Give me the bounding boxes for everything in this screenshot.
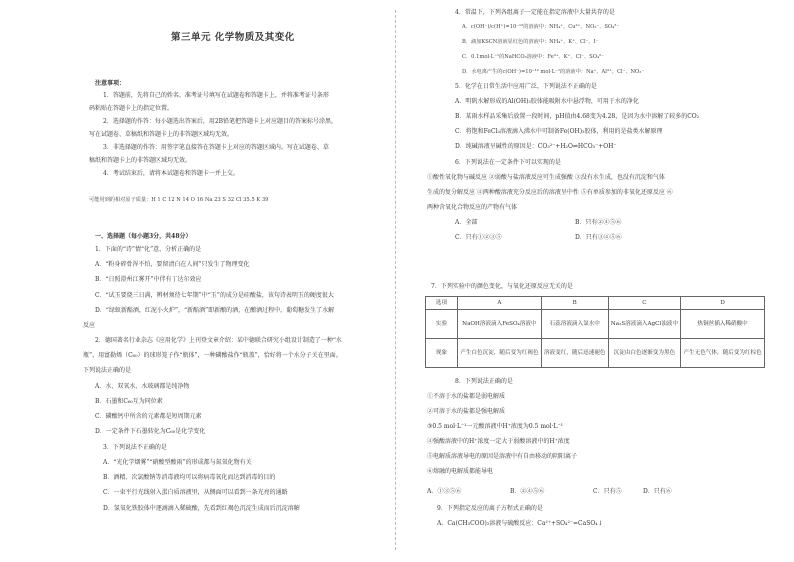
option-line: C．一束平行光线射入蛋白质溶液里，从侧面可以看到一条光亮的通路: [103, 489, 288, 496]
table-header-cell: 选项: [426, 297, 458, 310]
question-stem: 2．德国著名行业杂志《应用化学》上刊登文章介绍：某中德联合研究小组设计制造了一种“水: [95, 337, 342, 344]
option-line: D．水电离产生的c(OH⁻)=10⁻¹² mol·L⁻¹的溶液中：Na⁺、Al³⁺、Cl⁻、NO₃⁻: [462, 69, 645, 75]
page-title: 第三单元 化学物质及其变化: [171, 32, 295, 43]
option-a: A．全部: [455, 219, 478, 226]
option-line: C．0.1mol·L⁻¹的NaHCO₃溶液中：Fe³⁺、K⁺、Cl⁻、SO₄²⁻: [462, 54, 604, 60]
statement-line: ①酸性氧化物与碱反应 ②弱酸与盐溶液反应可生成强酸 ③没有水生成，也没有沉淀和气体: [427, 174, 665, 181]
statement-line: 两种含氧化合物反应的产物有气体: [427, 204, 518, 211]
table-cell: 溶液变红，随后迅速褪色: [541, 339, 608, 368]
table-row-label: 实验: [426, 310, 458, 339]
option-line: D．纯碱溶液呈碱性的原因是：CO₃²⁻+H₂O⇌HCO₃⁻+OH⁻: [455, 143, 617, 150]
option-line: D．氢氧化铁胶体中逐滴滴入稀硫酸，先看到红褐色沉淀生成而后沉淀溶解: [103, 505, 300, 512]
question-stem: 1．下面的“诗”情“化”意，分析正确的是: [95, 246, 202, 253]
option-line: D．“绿蚁新醅酒，红泥小火炉”，“新醅酒”即新酿的酒，在酿酒过程中，葡萄糖发生了水解: [95, 307, 335, 314]
section-heading: 一、选择题（每小题3分，共48分）: [95, 233, 192, 240]
notice-line: 3．非选择题的作答：用签字笔直接答在答题卡上对应的答题区域内。写在试题卷、草: [103, 144, 329, 151]
statement-line: 生成的复分解反应 ④两种酸溶液充分反应后的溶液呈中性 ⑤有单质参加的非氧化还原反应 ⑥: [427, 189, 673, 196]
table-header-cell: B: [541, 297, 608, 310]
option-d: D．只有③④⑤⑥: [575, 234, 622, 241]
table-row: [426, 339, 765, 368]
option-line: B．酒精、次氯酸钠等消毒液均可以将病毒氧化而达到消毒的目的: [103, 474, 276, 481]
table-header-cell: C: [608, 297, 681, 310]
statement-line: ⑥熔融的电解质都能导电: [427, 468, 494, 475]
notice-line: 写在试题卷、草稿纸和答题卡上的非答题区域均无效。: [89, 131, 234, 138]
statement-line: ②可溶于水的盐都是强电解质: [427, 408, 506, 415]
table-cell: NaOH溶液滴入FeSO₄溶液中: [458, 310, 542, 339]
question-stem: 9．下列指定反应的离子方程式正确的是: [437, 505, 543, 512]
option-line: C．磷酸钙中所含的元素都是短周期元素: [95, 413, 202, 420]
table-cell: Na₂S溶液滴入AgCl浊液中: [608, 310, 681, 339]
question-stem: 瓶”，用富勒烯（C₆₀）的球形笼子作“瓶体”，一种磷酸盐作“瓶盖”，恰好将一个水分子关在里面。: [83, 352, 342, 359]
notice-heading: 注意事项：: [95, 80, 126, 87]
option-d: D．只有⑥: [643, 488, 672, 495]
option-line: A．Ca(CH₃COO)₂溶液与硫酸反应：Ca²⁺+SO₄²⁻=CaSO₄↓: [437, 520, 603, 527]
table-cell: 沉淀由白色逐渐变为黑色: [608, 339, 681, 368]
statement-line: ⑤电解质溶液导电的原因是溶液中有自由移动的阴阳离子: [427, 453, 578, 460]
table-row: [426, 310, 765, 339]
option-line: B．某雨水样品采集后放置一段时间，pH值由4.68变为4.28，是因为水中溶解了较多的CO₂: [455, 113, 700, 120]
experiment-table: [425, 296, 765, 368]
option-line: B．石墨和C₆₀互为同位素: [95, 398, 163, 405]
statement-line: ③0.5 mol·L⁻¹一元酸溶液中H⁺浓度为0.5 mol·L⁻¹: [427, 423, 564, 430]
option-line: D．一定条件下石墨转化为C₆₀是化学变化: [95, 428, 206, 435]
option-line: C．“试玉要烧三日满，辨材须待七年期”中“玉”的成分是硅酸盐，该句诗表明玉的硬度很大: [95, 292, 334, 299]
question-stem: 3．下列说法不正确的是: [103, 444, 167, 451]
notice-line: 稿纸和答题卡上的非答题区域均无效。: [89, 157, 192, 164]
table-header-cell: D: [681, 297, 765, 310]
option-line: C．将饱和FeCl₃溶液滴入沸水中可制备Fe(OH)₃胶体，利用的是盐类水解原理: [455, 128, 663, 135]
option-line: A．明矾水解形成的Al(OH)₃胶体能吸附水中悬浮物，可用于水的净化: [455, 98, 639, 105]
question-stem: 8．下列说法正确的是: [455, 378, 513, 385]
column-divider: [395, 10, 396, 550]
option-b: B．只有②④⑤⑥: [575, 219, 622, 226]
atomic-mass-line: 可能用到的相对原子质量：H 1 C 12 N 14 O 16 Na 23 S 32 Cl 35.5 K 39: [89, 197, 269, 203]
notice-line: 码粘贴在答题卡上的指定位置。: [89, 105, 174, 112]
table-cell: 热铜丝插入稀硝酸中: [681, 310, 765, 339]
question-stem: 下列说法正确的是: [83, 367, 132, 374]
table-row-label: 现象: [426, 339, 458, 368]
notice-line: 4．考试结束后，请将本试题卷和答题卡一并上交。: [103, 170, 239, 177]
option-line: A．水、双氧水、水玻璃都是纯净物: [95, 383, 190, 390]
option-line: A．c(OH⁻)/c(H⁺)=10⁻¹²的溶液中：NH₄⁺、Cu²⁺、NO₃⁻、SO₄²⁻: [462, 24, 620, 30]
question-stem: 7．下列实验中的颜色变化，与氧化还原反应无关的是: [431, 283, 573, 290]
table-header-row: [426, 297, 765, 310]
option-c: C．只有①②③⑤: [455, 234, 502, 241]
statement-line: ①不溶于水的盐都是弱电解质: [427, 393, 506, 400]
table-cell: 石蕊溶液滴入氯水中: [541, 310, 608, 339]
notice-line: 2．选择题的作答：每小题选出答案后，用2B铅笔把答题卡上对应题目的答案标号涂黑，: [103, 118, 338, 125]
table-cell: 产生白色沉淀，随后变为红褐色: [458, 339, 542, 368]
option-line: B．滴加KSCN溶液显红色的溶液中：NH₄⁺、K⁺、Cl⁻、I⁻: [462, 39, 599, 45]
question-stem: 5．化学在日常生活中应用广泛，下列说法不正确的是: [455, 83, 597, 90]
question-stem: 6．下列说法在一定条件下可以实现的是: [455, 159, 561, 166]
statement-line: ④强酸溶液中的H⁺浓度一定大于弱酸溶液中的H⁺浓度: [427, 438, 570, 445]
table-header-cell: A: [458, 297, 542, 310]
option-line: B．“日照澄州江雾开”中伴有丁达尔效应: [95, 276, 202, 283]
option-line: A．“光化学烟雾”“硝酸型酸雨”的形成都与氮氧化物有关: [103, 459, 252, 466]
option-c: C．只有⑤: [593, 488, 622, 495]
option-b: B．②④⑤⑥: [510, 488, 545, 495]
question-stem: 4．常温下，下列各组离子一定能在指定溶液中大量共存的是: [455, 9, 615, 16]
option-line: 反应: [83, 322, 96, 329]
notice-line: 1．答题前，先将自己的姓名、准考证号填写在试题卷和答题卡上，并将准考证号条形: [103, 92, 329, 99]
option-a: A．①③⑤⑥: [427, 488, 462, 495]
table-cell: 产生无色气体，随后变为红棕色: [681, 339, 765, 368]
option-line: A．“粉身碎骨浑不怕，要留清白在人间”只发生了物理变化: [95, 261, 250, 268]
